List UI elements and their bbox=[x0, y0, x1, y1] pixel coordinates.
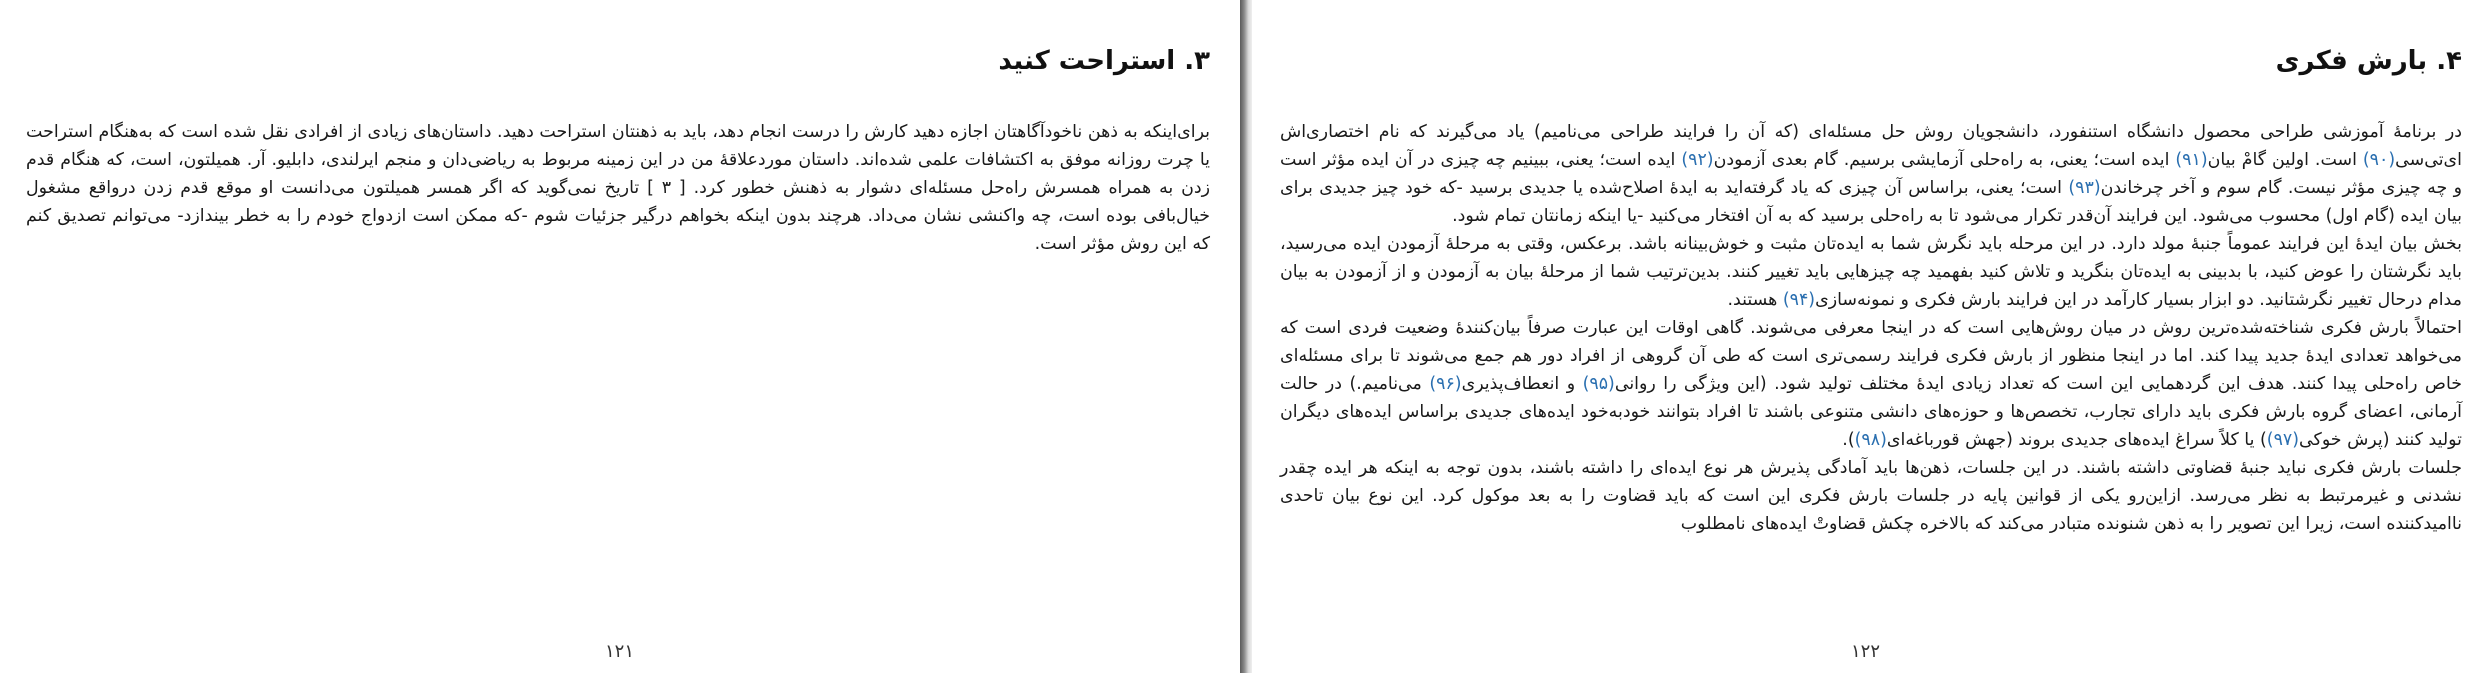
paragraph-text: است؛ یعنی، براساس آن چیزی که یاد گرفته‌اید به ایدهٔ اصلاح‌شده یا جدیدی برسید -که خود چیز جدیدی برای بیان ایده (گام اول) محسوب می‌شود. این فرایند آن‌قدر تکرار می‌شود تا به راه‌حلی برسید که به آن افتخار می‌کنید -یا اینکه زمانتان تمام شود. bbox=[1280, 178, 2462, 226]
paragraph-text: بخش بیان ایدهٔ این فرایند عموماً جنبهٔ مولد دارد. در این مرحله باید نگرش شما به ایده‌تان مثبت و خوش‌بینانه باشد. برعکس، وقتی به مرحلهٔ آزمودن ایده می‌رسید، باید نگرشتان را عوض کنید، با بدبینی به ایده‌تان بنگرید و تلاش کنید بفهمید چه چیزهایی باید تغییر کنند. بدین‌ترتیب شما از مرحلهٔ بیان به آزمودن و از آزمودن به بیان مدام درحال تغییر نگرشتانید. دو ابزار بسیار کارآمد در این فرایند بارش فکری و نمونه‌سازی bbox=[1280, 234, 2462, 310]
paragraph-text: احتمالاً بارش فکری شناخته‌شده‌ترین روش در میان روش‌هایی است که در اینجا معرفی می‌شوند. گاهی اوقات این عبارت صرفاً بیان‌کنندهٔ وضعیت فردی است که می‌خواهد تعدادی ایدهٔ جدید پیدا کند. اما در اینجا منظور از بارش فکری فرایند رسمی‌تری است که طی آن گروهی از افراد دور هم جمع می‌شوند تا برای مسئله‌ای خاص راه‌حلی پیدا کنند. هدف این گردهمایی این است که تعداد زیادی ایدهٔ مختلف تولید شود. (این ویژگی را روانی bbox=[1280, 318, 2463, 394]
paragraph-text: در برنامهٔ آموزشی طراحی محصول دانشگاه استنفورد، دانشجویان روش حل مسئله‌ای (که آن را فرایند طراحی می‌نامیم) یاد می‌گیرند که نام اختصاری‌اش ای‌تی‌سی bbox=[1280, 122, 2462, 170]
paragraph bbox=[1280, 454, 2462, 538]
page-left bbox=[0, 0, 1240, 673]
section-heading: ۴. بارش فکری bbox=[2275, 46, 2462, 76]
paragraph bbox=[1280, 314, 2462, 454]
footnote-reference-link[interactable]: (۹۵) bbox=[1582, 374, 1615, 394]
footnote-reference-link[interactable]: (۹۴) bbox=[1782, 290, 1816, 310]
footnote-reference-link[interactable]: (۹۳) bbox=[2068, 178, 2101, 198]
page-spine-divider bbox=[1240, 0, 1252, 673]
paragraph-text: ایده است؛ یعنی، ببینیم چه چیزی در آن ایده مؤثر است و چه چیزی مؤثر نیست. گام سوم و آخر چرخاندن bbox=[1280, 150, 2463, 198]
footnote-reference-link[interactable]: (۹۶) bbox=[1429, 374, 1462, 394]
paragraph-text: ). bbox=[1842, 430, 1855, 450]
paragraph bbox=[1280, 118, 2462, 230]
footnote-reference-link[interactable]: (۹۰) bbox=[2362, 150, 2396, 170]
paragraph-text: هستند. bbox=[1727, 290, 1783, 310]
section-heading: ۳. استراحت کنید bbox=[998, 46, 1210, 76]
paragraph: برای‌اینکه به ذهن ناخودآگاهتان اجازه دهید کارش را درست انجام دهد، باید به ذهنتان استراحت دهید. داستان‌های زیادی از افرادی نقل شده است که به‌هنگام استراحت یا چرت روزانه موفق به اکتشافات علمی شده‌اند. داستان موردعلاقهٔ من در این زمینه مربوط به ریاضی‌دان و منجم ایرلندی، دابلیو. آر. همیلتون، است، که هنگام قدم زدن به همراه همسرش راه‌حل مسئله‌ای دشوار به ذهنش خطور کرد. [ ۳ ] تاریخ نمی‌گوید که اگر همسر همیلتون می‌دانست او موقع قدم زدن درواقع مشغول خیال‌بافی بوده است، چه واکنشی نشان می‌داد. هرچند بدون اینکه بخواهم درگیر جزئیات شوم -که ممکن است ازدواج خودم را به خطر بیندازد- می‌توانم تصدیق کنم که این روش مؤثر است. bbox=[26, 122, 1211, 254]
paragraph-text: جلسات بارش فکری نباید جنبهٔ قضاوتی داشته باشند. در این جلسات، ذهن‌ها باید آمادگی پذیرش هر نوع ایده‌ای را داشته باشند، بدون توجه به اینکه هر ایده چقدر نشدنی و غیرمرتبط به نظر می‌رسد. ازاین‌رو یکی از قوانین پایه در جلسات بارش فکری این است که باید قضاوت را به بعد موکول کرد. این نوع بیان تاحدی ناامیدکننده است، زیرا این تصویر را به ذهن شنونده متبادر می‌کند که بالاخره چکش قضاوتْ ایده‌های نامطلوب bbox=[1280, 458, 2462, 534]
body-text bbox=[1280, 118, 2462, 538]
footnote-reference-link[interactable]: (۹۲) bbox=[1681, 150, 1714, 170]
footnote-reference-link[interactable]: (۹۸) bbox=[1854, 430, 1887, 450]
paragraph-text: ایده است؛ یعنی، به راه‌حلی آزمایشی برسیم. گام بعدی آزمودن bbox=[1713, 150, 2176, 170]
paragraph-text: ) یا کلاً سراغ ایده‌های جدیدی بروند (جهش قورباغه‌ای bbox=[1886, 430, 2267, 450]
paragraph-text: و انعطاف‌پذیری bbox=[1461, 374, 1583, 394]
page-right bbox=[1252, 0, 2488, 673]
paragraph bbox=[1280, 230, 2462, 314]
paragraph-text: می‌نامیم.) در حالت آرمانی، اعضای گروه بارش فکری باید دارای تجارب، تخصص‌ها و حوزه‌های دانشی متنوعی باشند تا افراد بتوانند خودبه‌خود ایده‌های جدیدی براساس ایده‌های دیگران تولید کنند (پرش خوکی bbox=[1280, 374, 2462, 450]
footnote-reference-link[interactable]: (۹۱) bbox=[2175, 150, 2208, 170]
body-text bbox=[26, 118, 1210, 258]
footnote-reference-link[interactable]: (۹۷) bbox=[2266, 430, 2300, 450]
paragraph-text: است. اولین گامْ بیان bbox=[2207, 150, 2363, 170]
page-number: ۱۲۲ bbox=[1851, 641, 1881, 662]
page-number: ۱۲۱ bbox=[605, 641, 635, 662]
